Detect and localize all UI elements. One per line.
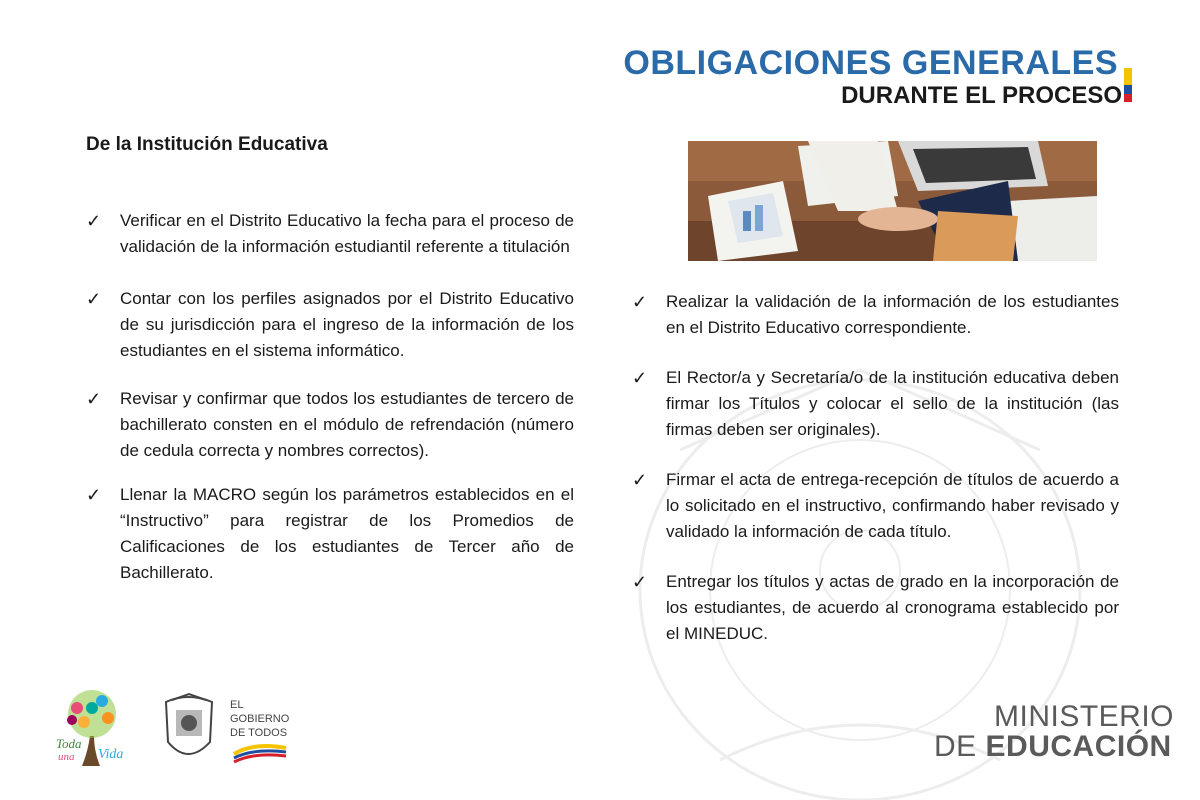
checkmark-icon: ✓ bbox=[632, 368, 648, 388]
list-item bbox=[632, 289, 1119, 341]
list-item-text: Contar con los perfiles asignados por el Distrito Educativo de su jurisdicción para el ingreso de la información de los estudiantes en el sistema informático. bbox=[120, 289, 574, 360]
list-item-text: El Rector/a y Secretaría/o de la institución educativa deben firmar los Títulos y colocar el sello de la institución (las firmas deben ser originales). bbox=[666, 368, 1119, 439]
list-item-text: Verificar en el Distrito Educativo la fecha para el proceso de validación de la información estudiantil referente a titulación bbox=[120, 211, 574, 256]
list-item bbox=[86, 286, 574, 364]
ministerio-logo-line1: MINISTERIO bbox=[994, 700, 1175, 733]
page-title: OBLIGACIONES GENERALES bbox=[623, 44, 1118, 82]
list-item-text: Entregar los títulos y actas de grado en la incorporación de los estudiantes, de acuerdo al cronograma establecido por el MINEDUC. bbox=[666, 572, 1119, 643]
list-item-text: Realizar la validación de la información de los estudiantes en el Distrito Educativo correspondiente. bbox=[666, 292, 1119, 337]
list-item bbox=[86, 208, 574, 260]
list-item-text: Firmar el acta de entrega-recepción de títulos de acuerdo a lo solicitado en el instructivo, confirmando haber revisado y validado la información de cada título. bbox=[666, 470, 1119, 541]
ministerio-de-text: DE bbox=[934, 730, 977, 763]
toda-una-vida-logo bbox=[52, 686, 132, 768]
ministerio-logo-line2 bbox=[934, 730, 1172, 764]
gobierno-text-2: GOBIERNO bbox=[230, 713, 290, 725]
gobierno-de-todos-logo bbox=[158, 692, 298, 768]
checkmark-icon: ✓ bbox=[86, 289, 102, 309]
list-item bbox=[632, 365, 1119, 443]
left-obligations-list bbox=[86, 208, 574, 586]
list-item bbox=[86, 386, 574, 464]
page-subtitle: DURANTE EL PROCESO bbox=[841, 82, 1122, 109]
list-item-text: Llenar la MACRO según los parámetros establecidos en el “Instructivo” para registrar de los Promedios de Calificaciones de los estudiantes de Tercer año de Bachillerato. bbox=[120, 485, 574, 582]
checkmark-icon: ✓ bbox=[86, 485, 102, 505]
section-heading: De la Institución Educativa bbox=[86, 134, 328, 155]
flag-stripe bbox=[1124, 68, 1132, 102]
list-item bbox=[632, 467, 1119, 545]
checkmark-icon: ✓ bbox=[632, 572, 648, 592]
checkmark-icon: ✓ bbox=[632, 292, 648, 312]
list-item-text: Revisar y confirmar que todos los estudiantes de tercero de bachillerato consten en el módulo de refrendación (número de cedula correcta y nombres correctos). bbox=[120, 389, 574, 460]
todauna-text-3: Vida bbox=[98, 747, 124, 762]
list-item bbox=[632, 569, 1119, 647]
todauna-text-2: una bbox=[58, 751, 75, 763]
gobierno-text-3: DE TODOS bbox=[230, 727, 288, 739]
ministerio-educacion-text: EDUCACIÓN bbox=[985, 730, 1172, 763]
business-meeting-photo bbox=[688, 141, 1097, 261]
right-obligations-list bbox=[632, 289, 1119, 647]
checkmark-icon: ✓ bbox=[632, 470, 648, 490]
checkmark-icon: ✓ bbox=[86, 389, 102, 409]
checkmark-icon: ✓ bbox=[86, 211, 102, 231]
todauna-text-1: Toda bbox=[56, 736, 82, 751]
list-item bbox=[86, 482, 574, 586]
gobierno-text-1: EL bbox=[230, 699, 244, 711]
